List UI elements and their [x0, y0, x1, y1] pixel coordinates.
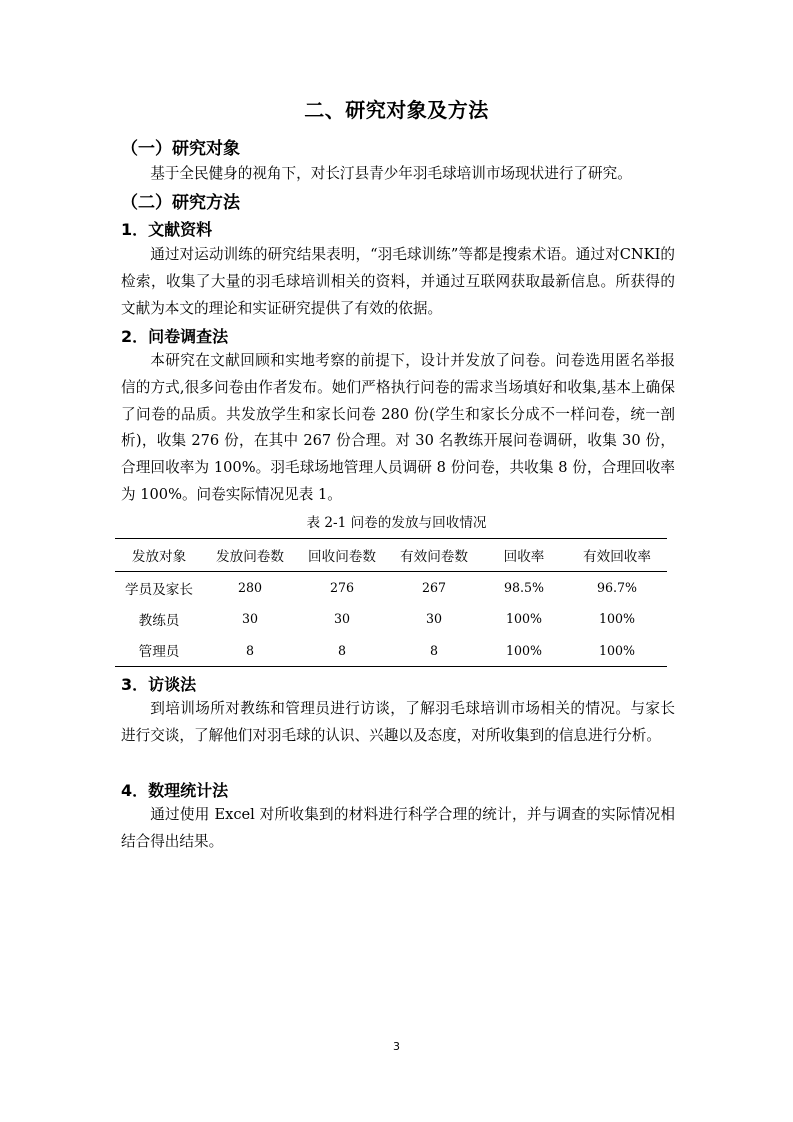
table-caption: 表 2-1 问卷的发放与回收情况	[306, 515, 487, 531]
table-cell: 8	[297, 635, 387, 667]
heading-statistics: 4．数理统计法	[121, 781, 229, 800]
col-header: 发放对象	[115, 539, 203, 572]
paragraph-questionnaire: 本研究在文献回顾和实地考察的前提下，设计并发放了问卷。问卷选用匿名举报信的方式,很多问卷由作者发布。她们严格执行问卷的需求当场填好和收集,基本上确保了问卷的品质。共发放学生和家长问卷 280 份(学生和家长分成不一样问卷，统一剖析)，收集 276 份，在其中 267 份合理。对 30 名教练开展问卷调研，收集 30 份，合理回收率为 100%。羽毛球场地管理人员调研 8 份问卷，共收集 8 份，合理回收率为 100%。问卷实际情况见表 1。	[121, 352, 675, 503]
table-cell: 276	[329, 580, 355, 595]
heading-research-methods: （二）研究方法	[121, 193, 240, 213]
table-cell: 96.7%	[596, 580, 637, 595]
table-cell: 100%	[567, 635, 667, 667]
table-cell: 30	[241, 611, 259, 627]
table-cell: 100%	[598, 611, 635, 627]
table-cell: 8	[387, 635, 481, 667]
table-cell: 98.5%	[503, 580, 544, 595]
col-header: 有效回收率	[567, 539, 667, 572]
table-cell: 管理员	[115, 635, 203, 667]
col-header: 发放问卷数	[203, 539, 297, 572]
questionnaire-table	[115, 538, 667, 667]
table-cell: 教练员	[138, 612, 180, 629]
table-cell: 100%	[481, 635, 567, 667]
table-row	[115, 635, 667, 667]
table-cell: 100%	[505, 611, 542, 627]
heading-questionnaire: 2．问卷调查法	[121, 327, 229, 346]
col-header: 有效问卷数	[387, 539, 481, 572]
heading-research-object: （一）研究对象	[121, 139, 240, 159]
table-cell: 267	[421, 580, 447, 595]
heading-literature: 1．文献资料	[121, 220, 213, 239]
table-cell: 30	[425, 611, 443, 627]
table-cell: 学员及家长	[125, 581, 193, 598]
paragraph-research-object: 基于全民健身的视角下，对长汀县青少年羽毛球培训市场现状进行了研究。	[150, 165, 632, 182]
col-header: 回收问卷数	[297, 539, 387, 572]
section-title: 二、研究对象及方法	[304, 98, 489, 122]
table-cell: 280	[237, 580, 263, 595]
table-cell: 30	[333, 611, 351, 627]
paragraph-interview: 到培训场所对教练和管理员进行访谈，了解羽毛球培训市场相关的情况。与家长进行交谈，了解他们对羽毛球的认识、兴趣以及态度，对所收集到的信息进行分析。	[121, 700, 675, 744]
table-row	[115, 572, 667, 604]
table-row	[115, 603, 667, 635]
paragraph-statistics: 通过使用 Excel 对所收集到的材料进行科学合理的统计，并与调查的实际情况相结合得出结果。	[121, 806, 675, 850]
heading-interview: 3．访谈法	[121, 675, 197, 694]
col-header: 回收率	[481, 539, 567, 572]
paragraph-literature: 通过对运动训练的研究结果表明，“羽毛球训练”等都是搜索术语。通过对CNKI的检索，收集了大量的羽毛球培训相关的资料，并通过互联网获取最新信息。所获得的文献为本文的理论和实证研究提供了有效的依据。	[121, 246, 675, 317]
table-header-row	[115, 539, 667, 572]
table-cell: 8	[203, 635, 297, 667]
page-number: 3	[393, 1040, 400, 1053]
